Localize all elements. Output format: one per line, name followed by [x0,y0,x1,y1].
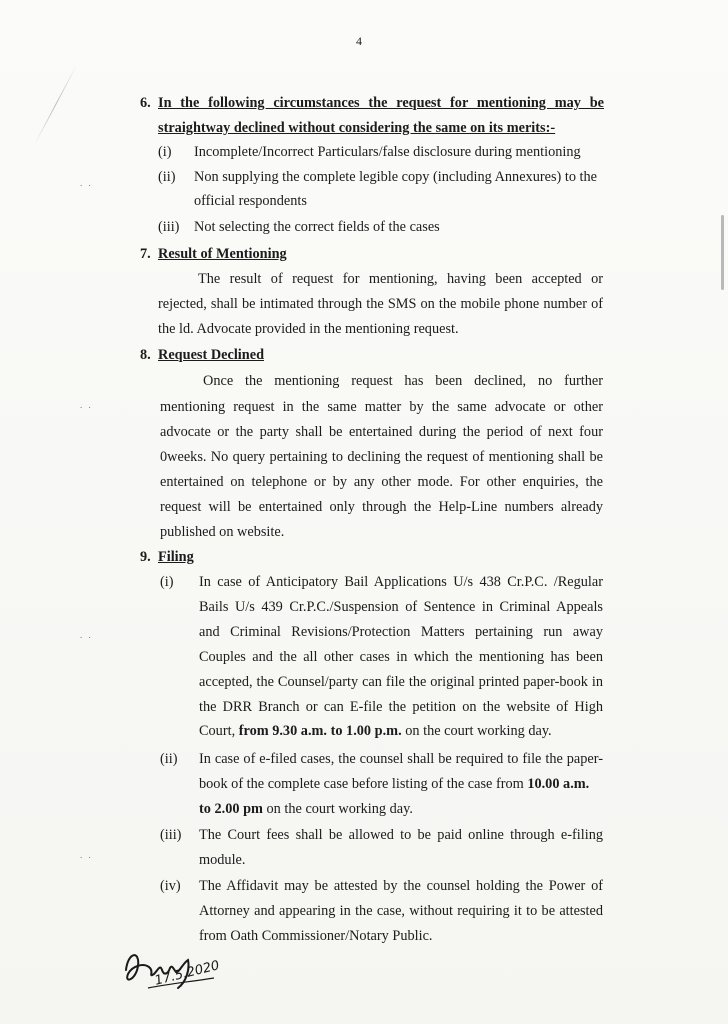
section-6-item-2-text-line1: Non supplying the complete legible copy (including Annexures) to the [194,169,598,185]
section-7-heading: Result of Mentioning [158,246,287,262]
section-8-line3: advocate or the party shall be entertained during the period of next four [160,424,603,440]
section-8-line5: entertained on telephone or by any other mode. For other enquiries, the [160,474,603,490]
section-6-item-1-text: Incomplete/Incorrect Particulars/false disclosure during mentioning [194,144,581,160]
margin-mark: . . [80,178,93,188]
section-9-item-4-line2: Attorney and appearing in the case, without requiring it to be attested [199,903,603,919]
section-8-line1: Once the mentioning request has been declined, no further [203,373,603,389]
section-9-item-3-line1: The Court fees shall be allowed to be paid online through e-filing [199,827,603,843]
section-6-item-2-text-line2: official respondents [194,193,307,209]
filing-hours: from 9.30 a.m. to 1.00 p.m. [238,723,402,739]
section-7-line3: the ld. Advocate provided in the mentioning request. [158,321,459,337]
section-9-item-1-line7-end: on the court working day. [401,723,552,739]
section-6-item-2-number: (ii) [158,169,176,185]
section-9-item-1-line6: the DRR Branch or can E-file the petition on the website of High [199,699,603,715]
section-6-item-1-number: (i) [158,144,172,160]
section-8-line2: mentioning request in the same matter by the same advocate or other [160,399,603,415]
paperbook-start-time: 10.00 a.m. [527,776,590,792]
signature-date: 17.5.2020 [153,958,222,989]
margin-mark: . . [80,630,93,640]
section-9-item-1-line1: In case of Anticipatory Bail Applications U/s 438 Cr.P.C. /Regular [199,574,603,590]
section-9-item-4-line3: from Oath Commissioner/Notary Public. [199,928,433,944]
page-number: 4 [356,34,362,48]
scrollbar-thumb[interactable] [721,215,724,290]
section-8-line7: published on website. [160,524,285,540]
section-7-line1: The result of request for mentioning, having been accepted or [198,271,603,287]
margin-mark: . . [80,850,93,860]
section-9-item-2-line2 [199,772,589,797]
section-7-number: 7. [140,246,151,262]
section-6-item-3-text: Not selecting the correct fields of the cases [194,219,440,235]
handwritten-signature [118,940,258,1005]
section-8-line6: request will be entertained only through the Help-Line numbers already [160,499,603,515]
paper-fold-shadow [34,65,77,145]
section-9-item-4-line1: The Affidavit may be attested by the counsel holding the Power of [199,878,603,894]
section-9-item-3-line2: module. [199,852,246,868]
margin-mark: . . [80,400,93,410]
section-8-number: 8. [140,347,151,363]
section-9-item-2-line1: In case of e-filed cases, the counsel shall be required to file the paper- [199,751,603,767]
section-8-line4: 0weeks. No query pertaining to declining the request of mentioning shall be [160,449,603,465]
section-9-item-1-line7 [199,719,552,744]
section-9-item-2-line3 [199,797,413,822]
section-9-item-1-line5: accepted, the Counsel/party can file the original printed paper-book in [199,674,603,690]
section-6-heading-line2: straightway declined without considering the same on its merits:- [158,120,556,136]
section-9-item-1-line4: Couples and the all other cases in which the mentioning has been [199,649,603,665]
section-7-line2: rejected, shall be intimated through the SMS on the mobile phone number of [158,296,603,312]
section-6-number: 6. [140,95,151,111]
section-9-item-1-line7-start: Court, [199,723,239,739]
section-6-heading-line1: In the following circumstances the request for mentioning may be [158,95,604,111]
section-9-item-1-number: (i) [160,574,174,590]
section-9-item-2-line2-start: book of the complete case before listing of the case from [199,776,528,792]
section-9-item-2-number: (ii) [160,751,178,767]
section-8-heading: Request Declined [158,347,265,363]
section-9-item-2-line3-end: on the court working day. [262,801,413,817]
section-6-item-3-number: (iii) [158,219,180,235]
section-9-heading: Filing [158,549,194,565]
paperbook-end-time: to 2.00 pm [199,801,263,817]
section-9-item-4-number: (iv) [160,878,181,894]
section-9-item-1-line3: and Criminal Revisions/Protection Matters pertaining run away [199,624,603,640]
section-9-number: 9. [140,549,151,565]
section-9-item-3-number: (iii) [160,827,182,843]
section-9-item-1-line2: Bails U/s 439 Cr.P.C./Suspension of Sentence in Criminal Appeals [199,599,603,615]
